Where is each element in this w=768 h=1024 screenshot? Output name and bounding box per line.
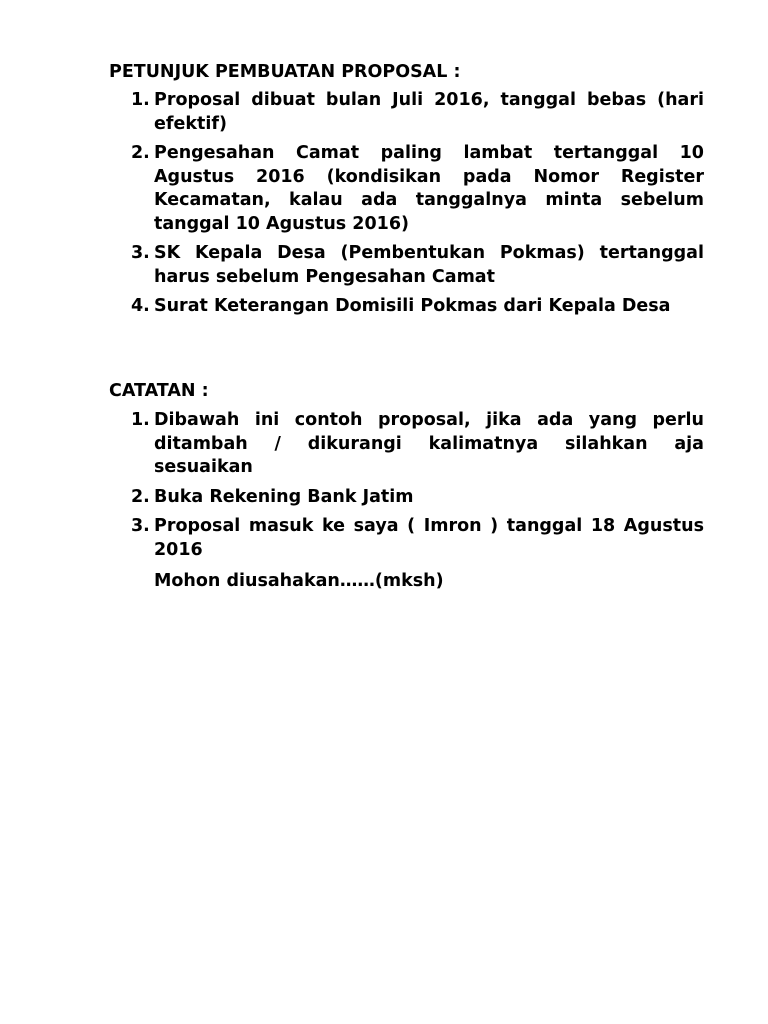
item-number: 2. xyxy=(131,486,150,507)
item-text: SK Kepala Desa (Pembentukan Pokmas) tertanggal harus sebelum Pengesahan Camat xyxy=(154,243,704,287)
catatan-heading: CATATAN : xyxy=(109,381,209,401)
petunjuk-heading: PETUNJUK PEMBUATAN PROPOSAL : xyxy=(109,62,461,82)
item-number: 4. xyxy=(131,296,150,316)
item-text: Dibawah ini contoh proposal, jika ada yang perlu ditambah / dikurangi kalimatnya silahkan aja sesuaikan xyxy=(154,410,704,477)
petunjuk-list xyxy=(131,89,704,325)
list-item xyxy=(131,142,704,236)
item-number: 3. xyxy=(131,243,150,263)
list-item xyxy=(131,486,704,510)
item-number: 1. xyxy=(131,90,150,110)
list-item xyxy=(131,89,704,136)
item-text: Buka Rekening Bank Jatim xyxy=(154,486,414,507)
list-item xyxy=(131,515,704,562)
list-item xyxy=(131,409,704,480)
closing-note: Mohon diusahakan……(mksh) xyxy=(154,571,444,591)
list-item xyxy=(131,295,704,319)
list-item xyxy=(131,242,704,289)
item-text: Pengesahan Camat paling lambat tertanggal 10 Agustus 2016 (kondisikan pada Nomor Register Kecamatan, kalau ada tanggalnya minta sebelum tanggal 10 Agustus 2016) xyxy=(154,143,704,234)
item-number: 1. xyxy=(131,410,150,430)
item-text: Surat Keterangan Domisili Pokmas dari Kepala Desa xyxy=(154,296,671,316)
item-text: Proposal masuk ke saya ( Imron ) tanggal 18 Agustus 2016 xyxy=(154,516,704,560)
item-text: Proposal dibuat bulan Juli 2016, tanggal bebas (hari efektif) xyxy=(154,90,704,134)
item-number: 2. xyxy=(131,143,150,163)
catatan-list xyxy=(131,409,704,568)
item-number: 3. xyxy=(131,516,150,536)
